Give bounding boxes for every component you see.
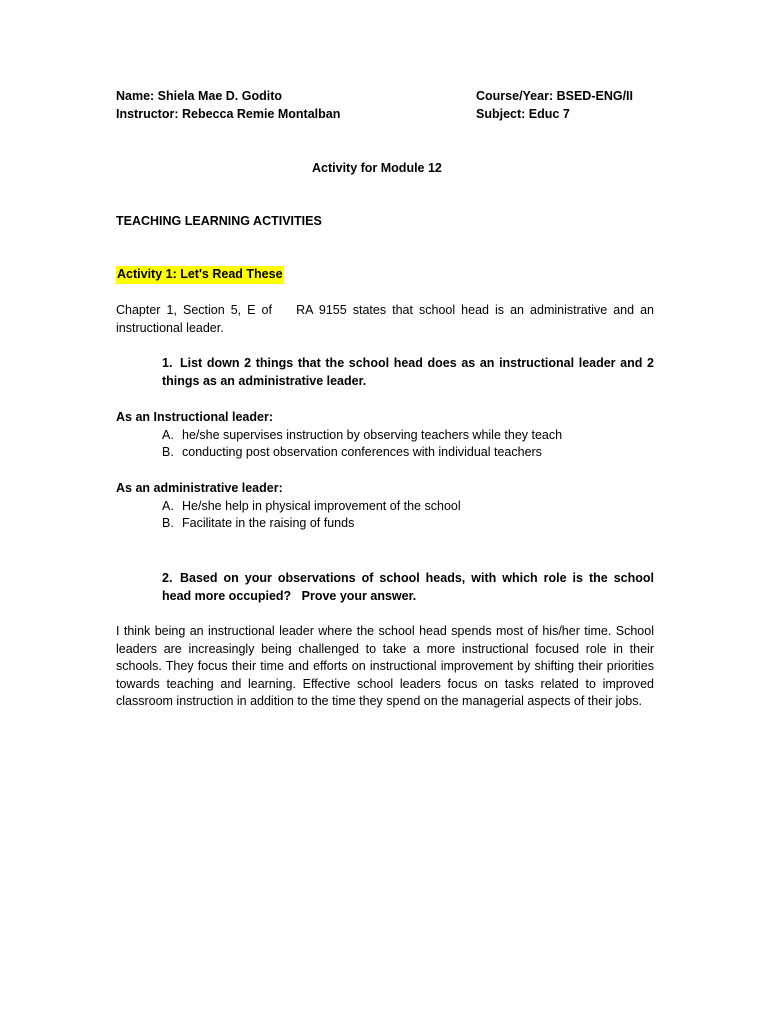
course-year: Course/Year: BSED-ENG/II — [476, 89, 633, 103]
question-1-number: 1. — [162, 356, 173, 370]
question-1-text: List down 2 things that the school head does as an instructional leader and 2 things as an administrative leader. — [162, 356, 654, 388]
activity-heading: Activity 1: Let's Read These — [116, 266, 284, 284]
list-marker: B. — [162, 516, 174, 530]
list-item — [162, 498, 461, 516]
list-item — [162, 427, 562, 445]
question-2-number: 2. — [162, 571, 173, 585]
instructional-heading: As an Instructional leader: — [116, 410, 273, 424]
list-item-text: he/she supervises instruction by observing teachers while they teach — [182, 428, 563, 442]
instructor-name: Instructor: Rebecca Remie Montalban — [116, 107, 341, 121]
student-name: Name: Shiela Mae D. Godito — [116, 89, 283, 103]
list-marker: B. — [162, 445, 174, 459]
subject: Subject: Educ 7 — [476, 107, 570, 121]
answer-paragraph: I think being an instructional leader where the school head spends most of his/her time. School leaders are increasingly being challenged to take a more instructional focused role in their schools. They focus their time and efforts on instructional improvement by shifting their priorities towards teaching and learning. Effective school leaders focus on tasks related to improved classroom instruction in addition to the time they spend on the managerial aspects of their jobs. — [116, 624, 654, 708]
intro-paragraph: Chapter 1, Section 5, E of RA 9155 states that school head is an administrative and an instructional leader. — [116, 303, 658, 335]
list-item-text: He/she help in physical improvement of the school — [182, 499, 461, 513]
section-heading: TEACHING LEARNING ACTIVITIES — [116, 214, 322, 228]
list-item-text: conducting post observation conferences with individual teachers — [182, 445, 542, 459]
question-1 — [162, 355, 654, 390]
list-marker: A. — [162, 499, 174, 513]
list-item — [162, 515, 354, 533]
question-2-text: Based on your observations of school heads, with which role is the school head more occupied? Prove your answer. — [162, 571, 658, 603]
list-item-text: Facilitate in the raising of funds — [182, 516, 355, 530]
question-2 — [162, 570, 658, 605]
list-item — [162, 444, 542, 462]
list-marker: A. — [162, 428, 174, 442]
administrative-heading: As an administrative leader: — [116, 481, 283, 495]
document-title: Activity for Module 12 — [312, 161, 442, 175]
